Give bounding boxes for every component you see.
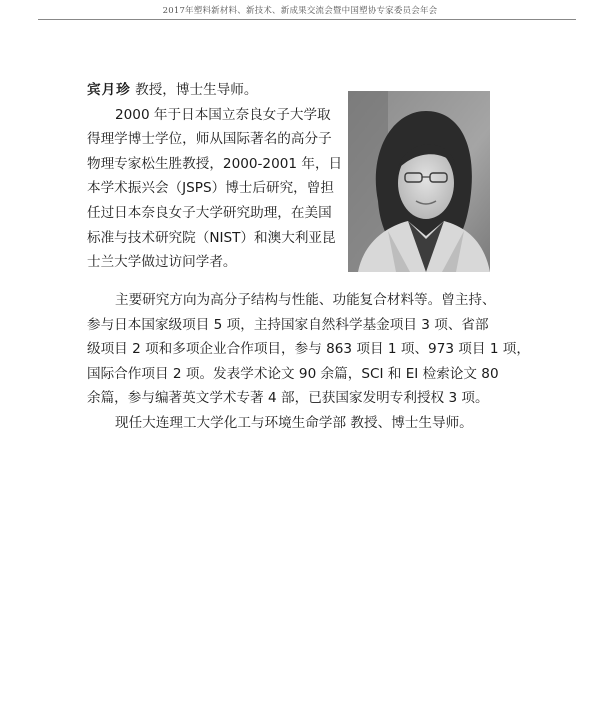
research-line: 级项目 2 项和多项企业合作项目，参与 863 项目 1 项、973 项目 1 项， — [87, 341, 530, 358]
header-rule — [38, 19, 576, 20]
research-text-block — [87, 288, 530, 436]
bio-paragraph — [87, 103, 347, 275]
name-line — [87, 78, 347, 103]
bio-line: 标准与技术研究院（NIST）和澳大利亚昆 — [87, 229, 336, 246]
bio-line: 物理专家松生胜教授，2000-2001 年，日 — [87, 155, 343, 172]
bio-line: 士兰大学做过访问学者。 — [87, 254, 237, 271]
research-paragraph — [87, 288, 530, 411]
bio-line: 任过日本奈良女子大学研究助理，在美国 — [87, 204, 332, 221]
research-line: 参与日本国家级项目 5 项，主持国家自然科学基金项目 3 项、省部 — [87, 316, 489, 333]
research-line: 余篇，参与编著英文学术专著 4 部，已获国家发明专利授权 3 项。 — [87, 390, 489, 407]
person-title: 教授，博士生导师。 — [135, 82, 258, 98]
portrait-photo — [348, 91, 490, 272]
bio-line: 本学术振兴会（JSPS）博士后研究，曾担 — [87, 180, 334, 197]
running-header: 2017年塑料新材料、新技术、新成果交流会暨中国塑协专家委员会年会 — [162, 6, 438, 16]
research-line: 国际合作项目 2 项。发表学术论文 90 余篇，SCI 和 EI 检索论文 80 — [87, 365, 499, 382]
bio-line: 2000 年于日本国立奈良女子大学取 — [115, 106, 331, 123]
position-line: 现任大连理工大学化工与环境生命学部 教授、博士生导师。 — [115, 414, 473, 431]
position-paragraph — [87, 411, 517, 436]
bio-text-block — [87, 78, 347, 275]
bio-line: 得理学博士学位，师从国际著名的高分子 — [87, 131, 332, 148]
research-line: 主要研究方向为高分子结构与性能、功能复合材料等。曾主持、 — [115, 292, 496, 308]
person-name: 宾月珍 — [87, 82, 131, 98]
